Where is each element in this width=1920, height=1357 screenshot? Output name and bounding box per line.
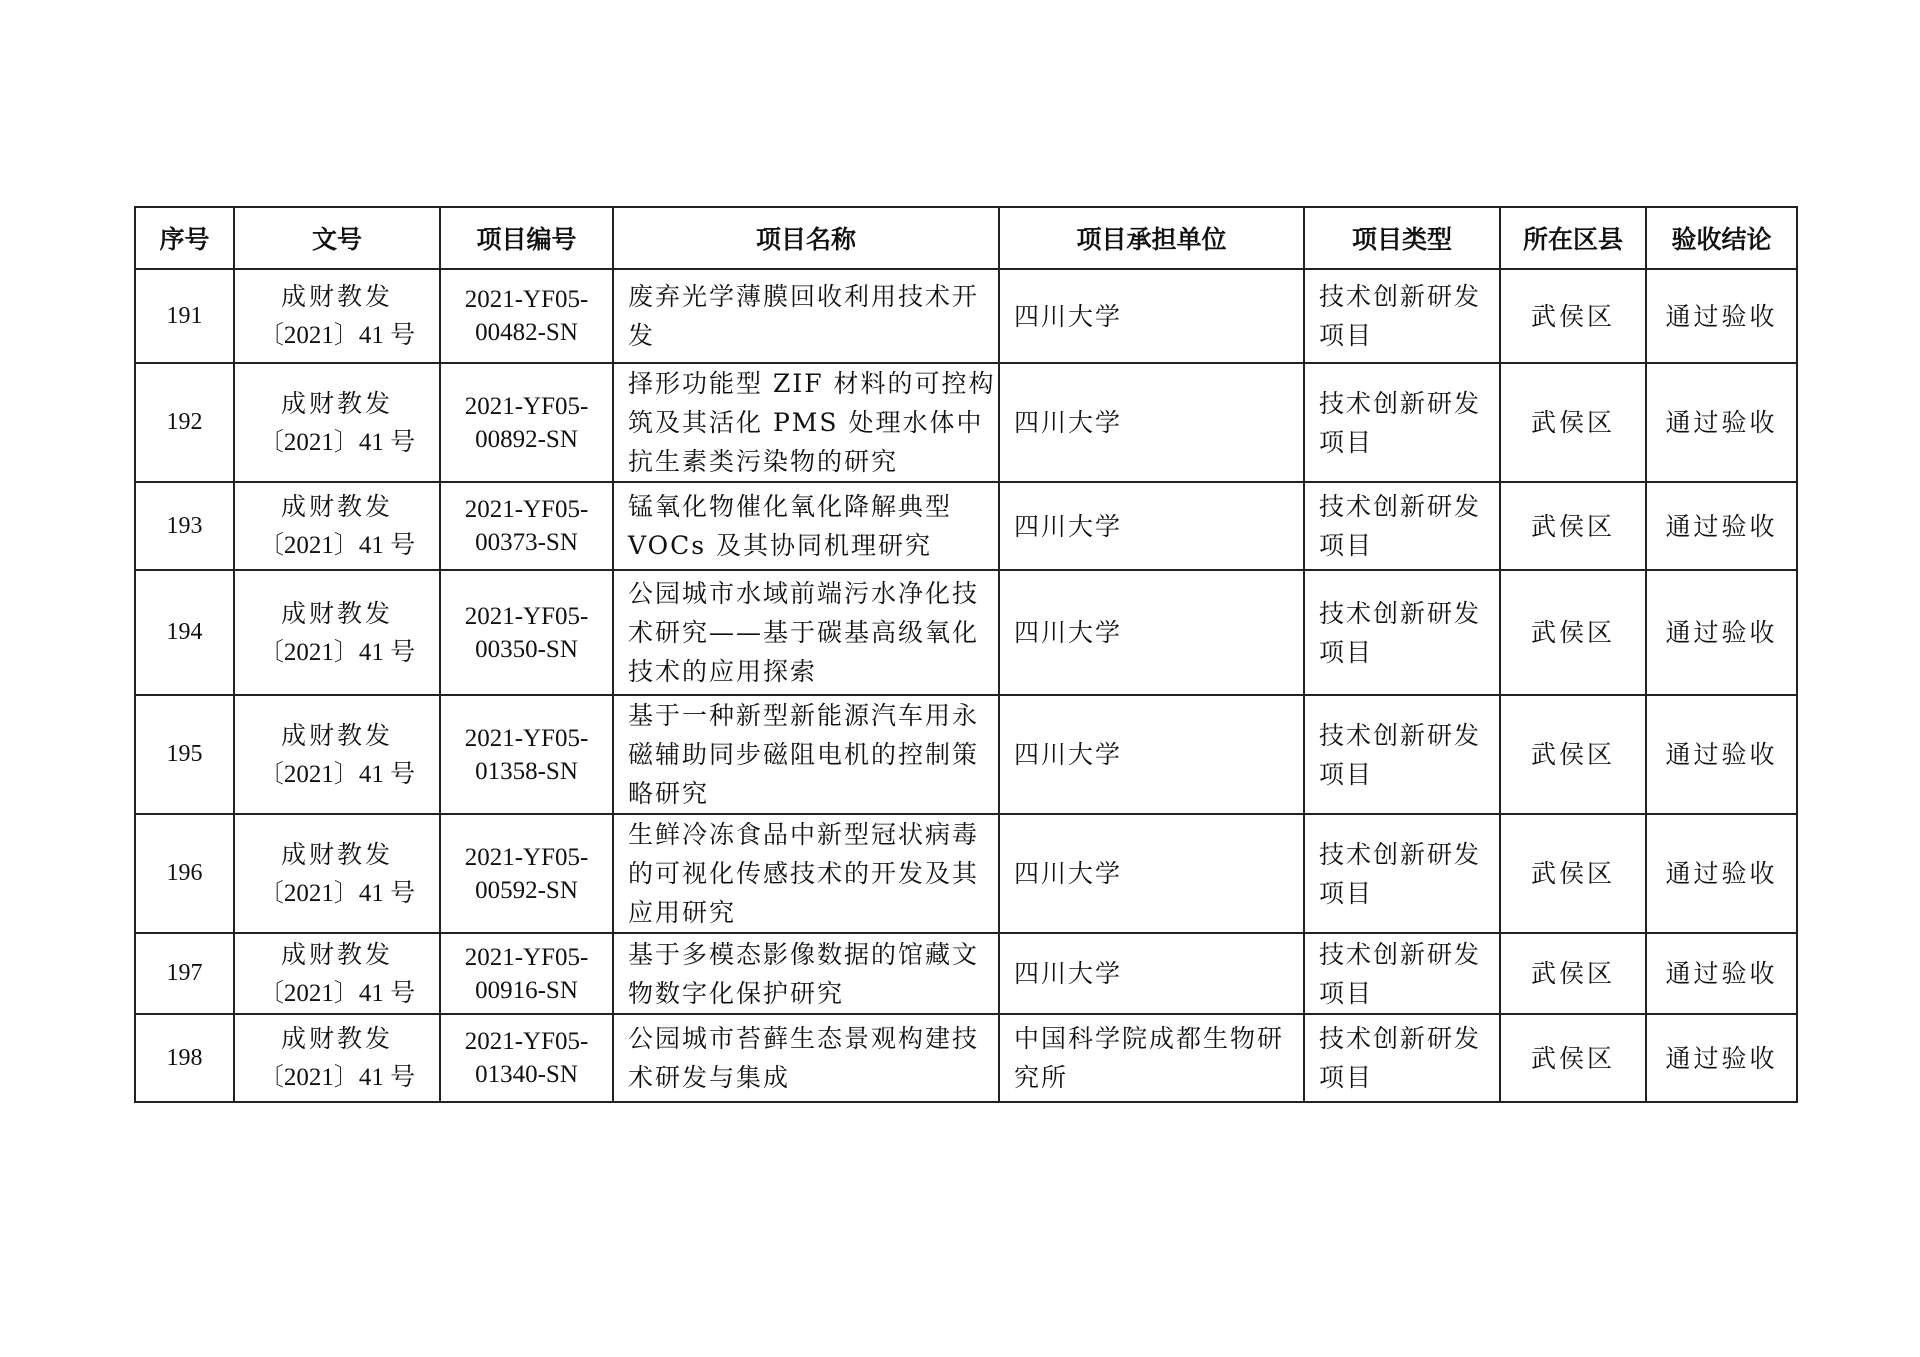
project-name-line: 的可视化传感技术的开发及其 (628, 859, 980, 888)
cell-district: 武侯区 (1500, 570, 1646, 695)
cell-conclusion: 通过验收 (1646, 814, 1797, 933)
project-code-line: 01358-SN (475, 757, 578, 785)
cell-unit (999, 695, 1304, 814)
cell-doc-no (234, 933, 440, 1014)
unit-line: 四川大学 (1014, 408, 1123, 437)
project-name-line: 公园城市水域前端污水净化技 (628, 579, 980, 608)
cell-project-name (613, 269, 999, 363)
cell-conclusion: 通过验收 (1646, 933, 1797, 1014)
unit-line: 四川大学 (1014, 959, 1123, 988)
type-line: 项目 (1319, 531, 1374, 560)
unit-line: 四川大学 (1014, 511, 1123, 541)
project-name-line: 技术的应用探索 (628, 657, 818, 686)
doc-no-line: 成财教发 (280, 839, 393, 869)
type-line: 项目 (1319, 759, 1374, 789)
cell-type (1304, 269, 1500, 363)
header-conclusion: 验收结论 (1646, 207, 1797, 269)
unit-line: 中国科学院成都生物研 (1014, 1024, 1285, 1053)
cell-district: 武侯区 (1500, 482, 1646, 570)
table-row (135, 269, 1797, 363)
type-line: 技术创新研发 (1319, 492, 1482, 521)
type-line: 项目 (1319, 427, 1374, 457)
project-name-line: 磁辅助同步磁阻电机的控制策 (628, 740, 980, 769)
cell-seq: 192 (135, 363, 234, 482)
project-code-line: 2021-YF05- (464, 724, 589, 752)
cell-district: 武侯区 (1500, 695, 1646, 814)
unit-line: 究所 (1014, 1063, 1069, 1092)
table-header-row (135, 207, 1797, 269)
cell-seq: 198 (135, 1014, 234, 1102)
type-line: 技术创新研发 (1319, 1024, 1482, 1053)
table-row (135, 695, 1797, 814)
cell-unit (999, 269, 1304, 363)
cell-type (1304, 363, 1500, 482)
cell-doc-no (234, 695, 440, 814)
cell-district: 武侯区 (1500, 269, 1646, 363)
cell-project-name (613, 363, 999, 482)
cell-seq: 196 (135, 814, 234, 933)
doc-no-line: 〔2021〕41 号 (258, 322, 416, 349)
project-name-line: 筑及其活化 PMS 处理水体中 (628, 408, 984, 437)
table-row (135, 363, 1797, 482)
header-project-name: 项目名称 (613, 207, 999, 269)
header-unit: 项目承担单位 (999, 207, 1304, 269)
project-name-line: 锰氧化物催化氧化降解典型 (628, 492, 953, 521)
project-code-line: 00916-SN (475, 976, 578, 1004)
cell-type (1304, 933, 1500, 1014)
cell-conclusion: 通过验收 (1646, 570, 1797, 695)
cell-type (1304, 695, 1500, 814)
unit-line: 四川大学 (1014, 301, 1123, 331)
cell-doc-no (234, 1014, 440, 1102)
header-type: 项目类型 (1304, 207, 1500, 269)
doc-no-line: 〔2021〕41 号 (258, 1064, 416, 1091)
cell-project-name (613, 814, 999, 933)
table-row (135, 814, 1797, 933)
doc-no-line: 〔2021〕41 号 (258, 638, 416, 666)
type-line: 技术创新研发 (1319, 939, 1482, 969)
project-code-line: 2021-YF05- (464, 1028, 589, 1055)
project-code-line: 00892-SN (475, 425, 578, 453)
cell-district: 武侯区 (1500, 363, 1646, 482)
project-name-line: 应用研究 (628, 898, 737, 927)
type-line: 项目 (1319, 321, 1374, 350)
cell-conclusion: 通过验收 (1646, 1014, 1797, 1102)
cell-unit (999, 482, 1304, 570)
project-name-line: 基于多模态影像数据的馆藏文 (628, 939, 980, 969)
type-line: 项目 (1319, 1063, 1374, 1092)
cell-doc-no (234, 482, 440, 570)
cell-type (1304, 570, 1500, 695)
doc-no-line: 成财教发 (280, 282, 393, 311)
cell-conclusion: 通过验收 (1646, 695, 1797, 814)
cell-project-code (440, 1014, 613, 1102)
cell-project-code (440, 933, 613, 1014)
document-page (134, 206, 1796, 1103)
cell-doc-no (234, 363, 440, 482)
project-code-line: 2021-YF05- (464, 392, 589, 420)
project-name-line: 公园城市苔藓生态景观构建技 (628, 1024, 980, 1053)
table-row (135, 1014, 1797, 1102)
cell-seq: 191 (135, 269, 234, 363)
type-line: 技术创新研发 (1319, 839, 1482, 869)
type-line: 技术创新研发 (1319, 282, 1482, 311)
project-name-line: 物数字化保护研究 (628, 978, 845, 1008)
cell-unit (999, 570, 1304, 695)
doc-no-line: 〔2021〕41 号 (258, 532, 416, 559)
doc-no-line: 成财教发 (280, 720, 393, 750)
cell-doc-no (234, 570, 440, 695)
doc-no-line: 〔2021〕41 号 (258, 428, 416, 456)
cell-project-name (613, 695, 999, 814)
doc-no-line: 成财教发 (280, 492, 393, 521)
project-code-line: 00373-SN (475, 529, 578, 556)
cell-district: 武侯区 (1500, 814, 1646, 933)
table-row (135, 933, 1797, 1014)
header-doc-no: 文号 (234, 207, 440, 269)
table-row (135, 482, 1797, 570)
project-name-line: 生鲜冷冻食品中新型冠状病毒 (628, 820, 980, 849)
project-name-line: 略研究 (628, 779, 710, 808)
doc-no-line: 〔2021〕41 号 (258, 979, 416, 1007)
type-line: 项目 (1319, 637, 1374, 667)
cell-doc-no (234, 269, 440, 363)
cell-seq: 197 (135, 933, 234, 1014)
type-line: 项目 (1319, 978, 1374, 1008)
cell-project-name (613, 1014, 999, 1102)
cell-unit (999, 814, 1304, 933)
unit-line: 四川大学 (1014, 618, 1123, 647)
cell-type (1304, 1014, 1500, 1102)
cell-project-code (440, 482, 613, 570)
doc-no-line: 〔2021〕41 号 (258, 879, 416, 907)
header-project-code: 项目编号 (440, 207, 613, 269)
cell-type (1304, 482, 1500, 570)
cell-project-code (440, 363, 613, 482)
cell-project-name (613, 933, 999, 1014)
project-code-line: 2021-YF05- (464, 843, 589, 871)
cell-project-name (613, 570, 999, 695)
project-code-line: 2021-YF05- (464, 943, 589, 971)
cell-seq: 193 (135, 482, 234, 570)
type-line: 技术创新研发 (1319, 598, 1482, 628)
header-district: 所在区县 (1500, 207, 1646, 269)
project-name-line: 发 (628, 321, 656, 350)
doc-no-line: 成财教发 (280, 939, 393, 969)
unit-line: 四川大学 (1014, 740, 1123, 769)
project-code-line: 00592-SN (475, 876, 578, 904)
header-seq: 序号 (135, 207, 234, 269)
cell-project-code (440, 269, 613, 363)
cell-project-name (613, 482, 999, 570)
project-code-line: 00482-SN (475, 319, 578, 346)
cell-conclusion: 通过验收 (1646, 363, 1797, 482)
cell-project-code (440, 695, 613, 814)
cell-district: 武侯区 (1500, 933, 1646, 1014)
doc-no-line: 成财教发 (280, 598, 393, 628)
cell-seq: 194 (135, 570, 234, 695)
project-name-line: 择形功能型 ZIF 材料的可控构 (628, 369, 996, 398)
project-name-line: 基于一种新型新能源汽车用永 (628, 701, 980, 730)
type-line: 项目 (1319, 878, 1374, 908)
cell-project-code (440, 570, 613, 695)
project-name-line: 术研发与集成 (628, 1063, 791, 1092)
type-line: 技术创新研发 (1319, 388, 1482, 418)
table-row (135, 570, 1797, 695)
cell-unit (999, 363, 1304, 482)
cell-unit (999, 933, 1304, 1014)
doc-no-line: 〔2021〕41 号 (258, 760, 416, 788)
type-line: 技术创新研发 (1319, 720, 1482, 750)
project-name-line: 术研究——基于碳基高级氧化 (628, 618, 980, 647)
doc-no-line: 成财教发 (280, 1024, 393, 1053)
cell-unit (999, 1014, 1304, 1102)
project-name-line: 废弃光学薄膜回收利用技术开 (628, 282, 980, 311)
cell-conclusion: 通过验收 (1646, 482, 1797, 570)
project-name-line: VOCs 及其协同机理研究 (628, 531, 933, 560)
unit-line: 四川大学 (1014, 859, 1123, 888)
project-code-line: 2021-YF05- (464, 286, 589, 313)
project-code-line: 2021-YF05- (464, 602, 589, 630)
doc-no-line: 成财教发 (280, 388, 393, 418)
cell-seq: 195 (135, 695, 234, 814)
project-code-line: 00350-SN (475, 635, 578, 663)
project-name-line: 抗生素类污染物的研究 (628, 447, 899, 476)
acceptance-table (134, 206, 1798, 1103)
cell-district: 武侯区 (1500, 1014, 1646, 1102)
project-code-line: 2021-YF05- (464, 496, 589, 523)
cell-conclusion: 通过验收 (1646, 269, 1797, 363)
project-code-line: 01340-SN (475, 1061, 578, 1088)
cell-project-code (440, 814, 613, 933)
cell-type (1304, 814, 1500, 933)
cell-doc-no (234, 814, 440, 933)
